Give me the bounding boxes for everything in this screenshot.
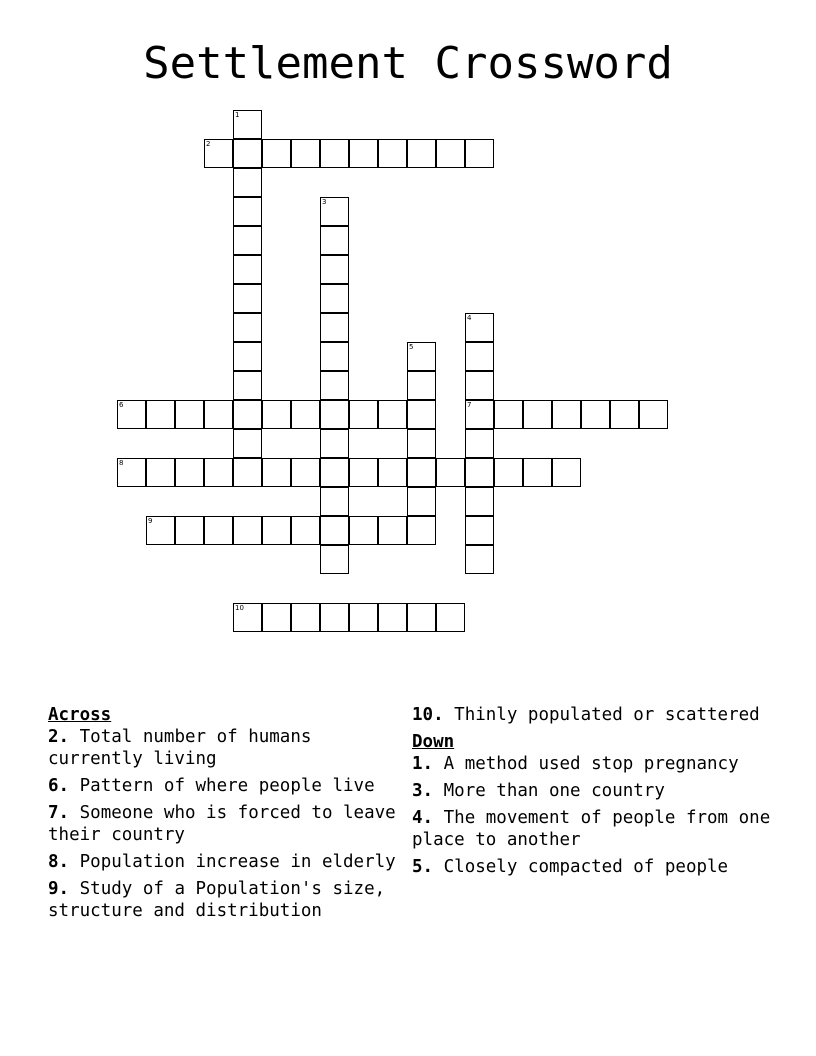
- grid-cell[interactable]: [233, 197, 262, 226]
- cell-number: 5: [409, 343, 414, 351]
- grid-cell[interactable]: [465, 342, 494, 371]
- grid-cell[interactable]: [581, 400, 610, 429]
- grid-cell[interactable]: [291, 458, 320, 487]
- across-heading: Across: [48, 705, 112, 725]
- grid-cell[interactable]: [117, 458, 146, 487]
- clues-column-left: [48, 704, 408, 927]
- grid-cell[interactable]: [320, 458, 349, 487]
- grid-cell[interactable]: [465, 400, 494, 429]
- grid-cell[interactable]: [233, 400, 262, 429]
- grid-cell[interactable]: [146, 516, 175, 545]
- grid-cell[interactable]: [233, 342, 262, 371]
- grid-cell[interactable]: [320, 139, 349, 168]
- grid-cell[interactable]: [233, 284, 262, 313]
- cell-number: 2: [206, 140, 211, 148]
- grid-cell[interactable]: [436, 139, 465, 168]
- clue-down-3: 3. More than one country: [412, 781, 665, 801]
- grid-cell[interactable]: [320, 603, 349, 632]
- clue-across-2: 2. Total number of humans currently living: [48, 727, 312, 769]
- grid-cell[interactable]: [233, 429, 262, 458]
- grid-cell[interactable]: [349, 516, 378, 545]
- clue-across-8: 8. Population increase in elderly: [48, 852, 396, 872]
- grid-cell[interactable]: [291, 603, 320, 632]
- grid-cell[interactable]: [320, 284, 349, 313]
- grid-cell[interactable]: [262, 516, 291, 545]
- grid-cell[interactable]: [465, 371, 494, 400]
- grid-cell[interactable]: [146, 400, 175, 429]
- grid-cell[interactable]: [233, 168, 262, 197]
- cell-number: 8: [119, 459, 124, 467]
- grid-cell[interactable]: [291, 516, 320, 545]
- grid-cell[interactable]: [233, 516, 262, 545]
- grid-cell[interactable]: [291, 400, 320, 429]
- grid-cell[interactable]: [349, 458, 378, 487]
- grid-cell[interactable]: [233, 371, 262, 400]
- grid-cell[interactable]: [262, 458, 291, 487]
- grid-cell[interactable]: [349, 603, 378, 632]
- grid-cell[interactable]: [436, 603, 465, 632]
- grid-cell[interactable]: [407, 487, 436, 516]
- grid-cell[interactable]: [262, 400, 291, 429]
- grid-cell[interactable]: [320, 545, 349, 574]
- clue-across-6: 6. Pattern of where people live: [48, 776, 375, 796]
- grid-cell[interactable]: [204, 400, 233, 429]
- grid-cell[interactable]: [233, 255, 262, 284]
- grid-cell[interactable]: [262, 603, 291, 632]
- grid-cell[interactable]: [320, 313, 349, 342]
- grid-cell[interactable]: [494, 458, 523, 487]
- grid-cell[interactable]: [407, 603, 436, 632]
- grid-cell[interactable]: [175, 458, 204, 487]
- cell-number: 7: [467, 401, 472, 409]
- grid-cell[interactable]: [320, 226, 349, 255]
- grid-cell[interactable]: [320, 371, 349, 400]
- grid-cell[interactable]: [233, 313, 262, 342]
- grid-cell[interactable]: [175, 400, 204, 429]
- grid-cell[interactable]: [378, 458, 407, 487]
- cell-number: 10: [235, 604, 244, 612]
- grid-cell[interactable]: [639, 400, 668, 429]
- clue-across-7: 7. Someone who is forced to leave their country: [48, 803, 396, 845]
- grid-cell[interactable]: [610, 400, 639, 429]
- grid-cell[interactable]: [117, 400, 146, 429]
- grid-cell[interactable]: [320, 429, 349, 458]
- grid-cell[interactable]: [465, 458, 494, 487]
- cell-number: 4: [467, 314, 472, 322]
- grid-cell[interactable]: [407, 139, 436, 168]
- grid-cell[interactable]: [146, 458, 175, 487]
- grid-cell[interactable]: [552, 458, 581, 487]
- grid-cell[interactable]: [233, 226, 262, 255]
- grid-cell[interactable]: [320, 197, 349, 226]
- clue-down-5: 5. Closely compacted of people: [412, 857, 729, 877]
- clues-column-right: [412, 704, 772, 883]
- grid-cell[interactable]: [320, 342, 349, 371]
- clue-down-1: 1. A method used stop pregnancy: [412, 754, 739, 774]
- cell-number: 9: [148, 517, 153, 525]
- grid-cell[interactable]: [407, 371, 436, 400]
- grid-cell[interactable]: [233, 110, 262, 139]
- clue-across-10: 10. Thinly populated or scattered: [412, 705, 760, 725]
- down-heading: Down: [412, 732, 455, 752]
- cell-number: 3: [322, 198, 327, 206]
- grid-cell[interactable]: [349, 400, 378, 429]
- grid-cell[interactable]: [204, 458, 233, 487]
- grid-cell[interactable]: [320, 487, 349, 516]
- grid-cell[interactable]: [204, 516, 233, 545]
- grid-cell[interactable]: [378, 400, 407, 429]
- grid-cell[interactable]: [349, 139, 378, 168]
- grid-cell[interactable]: [465, 487, 494, 516]
- grid-cell[interactable]: [378, 139, 407, 168]
- grid-cell[interactable]: [436, 458, 465, 487]
- grid-cell[interactable]: [465, 313, 494, 342]
- grid-cell[interactable]: [465, 545, 494, 574]
- grid-cell[interactable]: [233, 603, 262, 632]
- page-title: Settlement Crossword: [143, 38, 673, 89]
- grid-cell[interactable]: [233, 139, 262, 168]
- grid-cell[interactable]: [465, 429, 494, 458]
- grid-cell[interactable]: [465, 139, 494, 168]
- grid-cell[interactable]: [407, 342, 436, 371]
- grid-cell[interactable]: [175, 516, 204, 545]
- grid-cell[interactable]: [233, 458, 262, 487]
- grid-cell[interactable]: [378, 516, 407, 545]
- grid-cell[interactable]: [465, 516, 494, 545]
- grid-cell[interactable]: [378, 603, 407, 632]
- grid-cell[interactable]: [407, 516, 436, 545]
- grid-cell[interactable]: [320, 255, 349, 284]
- clue-down-4: 4. The movement of people from one place to another: [412, 808, 771, 850]
- grid-cell[interactable]: [407, 429, 436, 458]
- grid-cell[interactable]: [407, 458, 436, 487]
- clue-across-9: 9. Study of a Population's size, structure and distribution: [48, 879, 386, 921]
- grid-cell[interactable]: [262, 139, 291, 168]
- grid-cell[interactable]: [320, 516, 349, 545]
- grid-cell[interactable]: [494, 400, 523, 429]
- grid-cell[interactable]: [523, 400, 552, 429]
- grid-cell[interactable]: [523, 458, 552, 487]
- cell-number: 6: [119, 401, 124, 409]
- grid-cell[interactable]: [204, 139, 233, 168]
- grid-cell[interactable]: [320, 400, 349, 429]
- grid-cell[interactable]: [291, 139, 320, 168]
- grid-cell[interactable]: [552, 400, 581, 429]
- grid-cell[interactable]: [407, 400, 436, 429]
- cell-number: 1: [235, 111, 240, 119]
